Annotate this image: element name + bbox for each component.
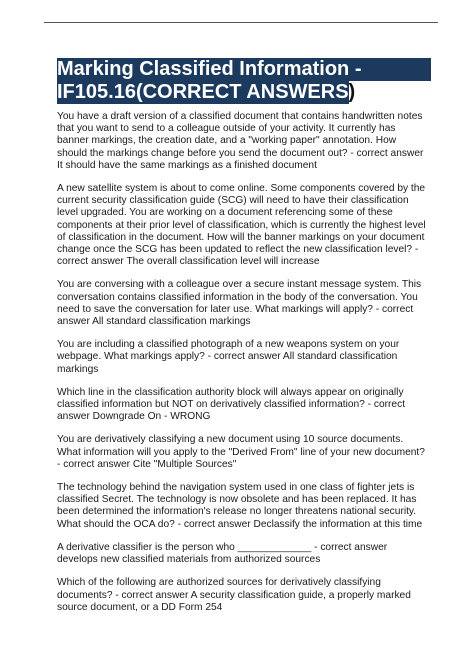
title-line-2-tail: ): [348, 81, 356, 103]
question-answer-paragraph: Which of the following are authorized sources for derivatively classifying documents? - correct answer A security classification guide, a properly marked source document, or a DD Form 254: [57, 577, 411, 613]
question-answer-paragraph: Which line in the classification authority block will always appear on originally classified information but NOT on derivatively classified information? - correct answer Downgrade On - WRONG: [57, 386, 406, 423]
question-answer-paragraph: You are derivatively classifying a new document using 10 source documents. What information will you apply to the "Derived From" line of your new document? - correct answer Cite "Multiple Sources": [57, 434, 425, 470]
question-answer-paragraph: You are conversing with a colleague over a secure instant message system. This conversation contains classified information in the body of the conversation. You need to save the conversation for later use. What markings will apply? - correct answer All standard classification markings: [57, 279, 422, 328]
question-answer-paragraph: You have a draft version of a classified document that contains handwritten notes that you want to send to a colleague outside of your activity. It currently has banner markings, the creation date, and a "working paper" annotation. How should the markings change before you send the document out? - correct answer It should have the same markings as a finished document: [57, 111, 424, 171]
title-line-1: Marking Classified Information -: [57, 58, 431, 81]
title-line-2: IF105.16(CORRECT ANSWERS: [57, 81, 349, 103]
document-body: [57, 111, 427, 625]
top-divider: [44, 22, 438, 23]
question-answer-paragraph: The technology behind the navigation system used in one class of fighter jets is classified Secret. The technology is now obsolete and has been replaced. It has been determined the information's release no longer threatens national security. What should the OCA do? - correct answer Declassify the information at this time: [57, 482, 423, 530]
question-answer-paragraph: A new satellite system is about to come online. Some components covered by the current security classification guide (SCG) will need to have their classification level upgraded. You are working on a document referencing some of these components at their prior level of classification, which is currently the highest level of classification in the document. How will the banner markings on your document change once the SCG has been updated to reflect the new classification level? - correct answer The overall classification level will increase: [57, 183, 426, 268]
document-title: [57, 58, 431, 104]
question-answer-paragraph: A derivative classifier is the person who _____________ - correct answer develops new classified materials from authorized sources: [57, 541, 388, 566]
question-answer-paragraph: You are including a classified photograph of a new weapons system on your webpage. What markings apply? - correct answer All standard classification markings: [57, 339, 400, 375]
